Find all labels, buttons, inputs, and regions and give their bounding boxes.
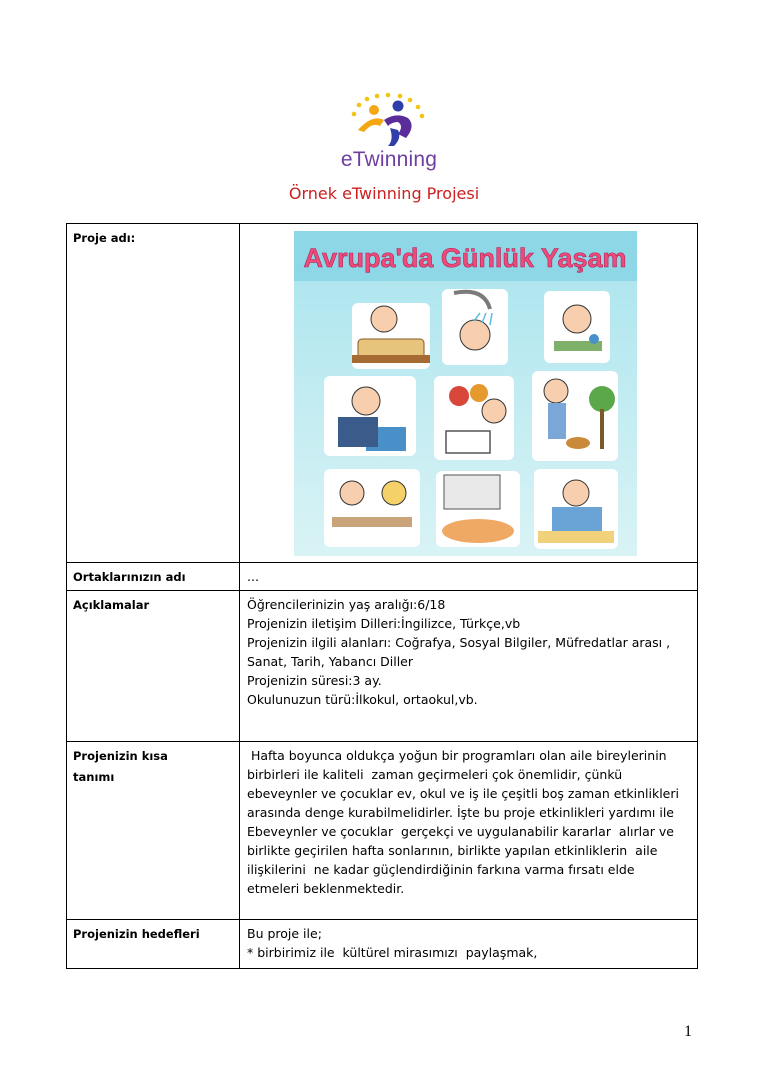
row-value [240, 920, 698, 969]
poster-title: Avrupa'da Günlük Yaşam [303, 243, 627, 273]
text-line: * birbirimiz ile kültürel mirasımızı paylaşmak, [247, 945, 538, 960]
text-line: Sanat, Tarih, Yabancı Diller [247, 654, 414, 669]
row-label-line: Projenizin kısa [73, 749, 168, 763]
table-row [67, 563, 698, 591]
project-poster-image [294, 231, 637, 556]
illustration-panel [544, 291, 610, 363]
logo-text: eTwinning [340, 148, 438, 171]
illustration-panel [534, 469, 618, 549]
illustration-panel [532, 371, 618, 461]
text-line: Projenizin süresi:3 ay. [247, 673, 382, 688]
text-line: birbirleri ile kaliteli zaman geçirmeleri çok önemlidir, çünkü [247, 767, 623, 782]
text-line: Okulunuzun türü:İlkokul, ortaokul,vb. [247, 692, 478, 707]
row-label: Projenizin hedefleri [67, 920, 240, 969]
row-label: Ortaklarınızın adı [67, 563, 240, 591]
project-poster-cell [240, 224, 698, 563]
text-line: Bu proje ile; [247, 926, 322, 941]
text-line: ilişkilerini ne kadar güçlendirdiğinin farkına varma fırsatı elde [247, 862, 635, 877]
table-row [67, 224, 698, 563]
row-label: Açıklamalar [67, 591, 240, 742]
illustration-panel [324, 376, 416, 456]
table-row [67, 591, 698, 742]
illustration-panel [442, 289, 508, 365]
text-line: arasında denge kurabilmelidirler. İşte bu proje etkinlikleri yardımı ile [247, 805, 674, 820]
text-line: Ebeveynler ve çocuklar gerçekçi ve uygulanabilir kararlar alırlar ve [247, 824, 674, 839]
text-line: Öğrencilerinizin yaş aralığı:6/18 [247, 597, 446, 612]
illustration-panel [436, 471, 520, 547]
illustration-panel [434, 376, 514, 460]
illustration-panel [352, 303, 430, 369]
text-line: etmeleri beklenmektedir. [247, 881, 405, 896]
etwinning-logo-icon [334, 90, 444, 150]
row-label: Proje adı: [67, 224, 240, 563]
page-number: 1 [684, 1023, 692, 1040]
table-row [67, 742, 698, 920]
row-value: ... [240, 563, 698, 591]
project-form-table [66, 223, 698, 969]
row-value [240, 742, 698, 920]
row-label-line: tanımı [73, 770, 115, 784]
text-line: Hafta boyunca oldukça yoğun bir programları olan aile bireylerinin [247, 748, 667, 763]
text-line: Projenizin ilgili alanları: Coğrafya, Sosyal Bilgiler, Müfredatlar arası , [247, 635, 671, 650]
table-row [67, 920, 698, 969]
illustration-panel [324, 469, 420, 547]
document-title: Örnek eTwinning Projesi [288, 184, 480, 203]
text-line: Projenizin iletişim Dilleri:İngilizce, Türkçe,vb [247, 616, 521, 631]
text-line: birlikte geçirilen hafta sonlarının, birlikte yapılan etkinliklerin aile [247, 843, 658, 858]
text-line: ebeveynler ve çocuklar ev, okul ve iş ile çeşitli boş zaman etkinlikleri [247, 786, 679, 801]
row-label [67, 742, 240, 920]
etwinning-logo [334, 90, 444, 176]
row-value [240, 591, 698, 742]
